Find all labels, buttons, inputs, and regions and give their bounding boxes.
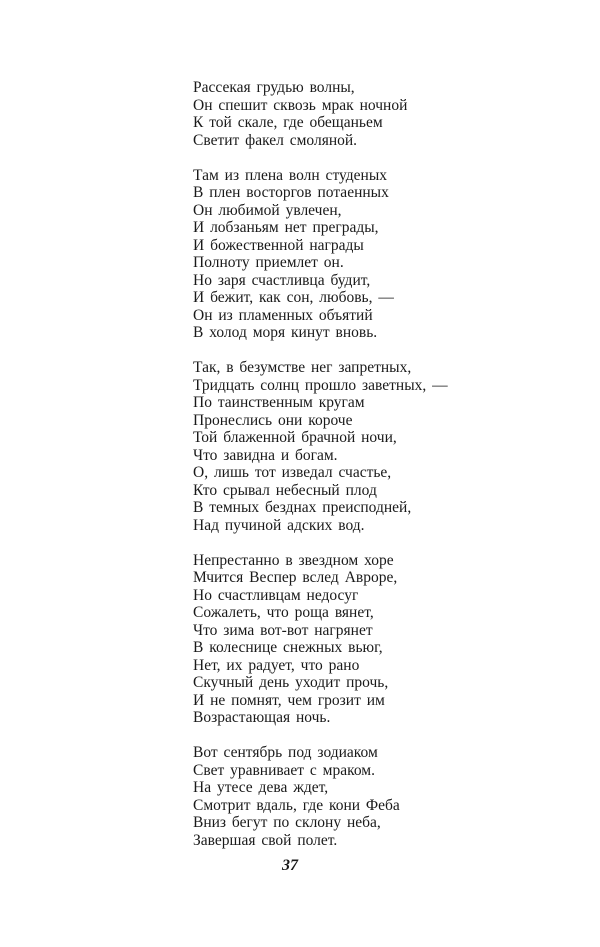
poem-line: Смотрит вдаль, где кони Феба [193,796,400,814]
poem-line: Полноту приемлет он. [193,254,344,271]
poem-line: Тридцать солнц прошло заветных, — [193,376,448,394]
poem-line: Завершая свой полет. [193,831,338,849]
poem-line: Вниз бегут по склону неба, [193,814,381,831]
poem-line: Рассекая грудью волны, [193,79,355,96]
poem-line: Он спешит сквозь мрак ночной [193,96,408,114]
poem-line: Там из плена волн студеных [193,166,388,184]
poem-line: Нет, их радует, что рано [193,656,360,674]
poem-line: Но счастливцам недосуг [193,586,359,604]
stanza [193,167,448,342]
poem-text [193,79,448,867]
poem-line: К той скале, где обещаньем [193,114,383,131]
page-number: 37 [282,857,298,874]
stanza [193,552,448,727]
poem-line: И бежит, как сон, любовь, — [193,289,394,306]
poem-line: Скучный день уходит прочь, [193,674,389,691]
poem-line: Сожалеть, что роща вянет, [193,604,374,621]
poem-line: Но заря счастливца будит, [193,271,371,289]
poem-line: Непрестанно в звездном хоре [193,551,394,569]
poem-line: Вот сентябрь под зодиаком [193,744,378,761]
poem-line: И не помнят, чем грозит им [193,691,385,709]
poem-line: Пронеслись они короче [193,411,353,429]
poem-line: Кто срывал небесный плод [193,481,377,499]
poem-line: И божественной награды [193,236,364,254]
poem-line: Светит факел смоляной. [193,131,358,149]
poem-line: Что зима вот-вот нагрянет [193,621,373,639]
poem-line: В колеснице снежных вьюг, [193,639,383,656]
poem-line: Он из пламенных объятий [193,306,373,324]
poem-line: И лобзаньям нет преграды, [193,219,379,236]
poem-line: Свет уравнивает с мраком. [193,761,375,779]
poem-line: Возрастающая ночь. [193,709,331,726]
poem-line: Что завидна и богам. [193,446,338,464]
poem-line: В темных безднах преисподней, [193,499,412,516]
poem-line: О, лишь тот изведал счастье, [193,464,392,481]
stanza [193,744,448,849]
poem-line: Он любимой увлечен, [193,201,342,219]
poem-line: На утесе дева ждет, [193,779,329,796]
poem-line: Той блаженной брачной ночи, [193,429,397,446]
poem-line: В плен восторгов потаенных [193,184,389,201]
poem-line: Так, в безумстве нег запретных, [193,359,412,376]
poem-line: Мчится Веспер вслед Авроре, [193,569,398,586]
poem-line: По таинственным кругам [193,394,365,411]
poem-line: Над пучиной адских вод. [193,516,365,534]
stanza [193,359,448,534]
stanza [193,79,448,149]
poem-line: В холод моря кинут вновь. [193,324,378,341]
